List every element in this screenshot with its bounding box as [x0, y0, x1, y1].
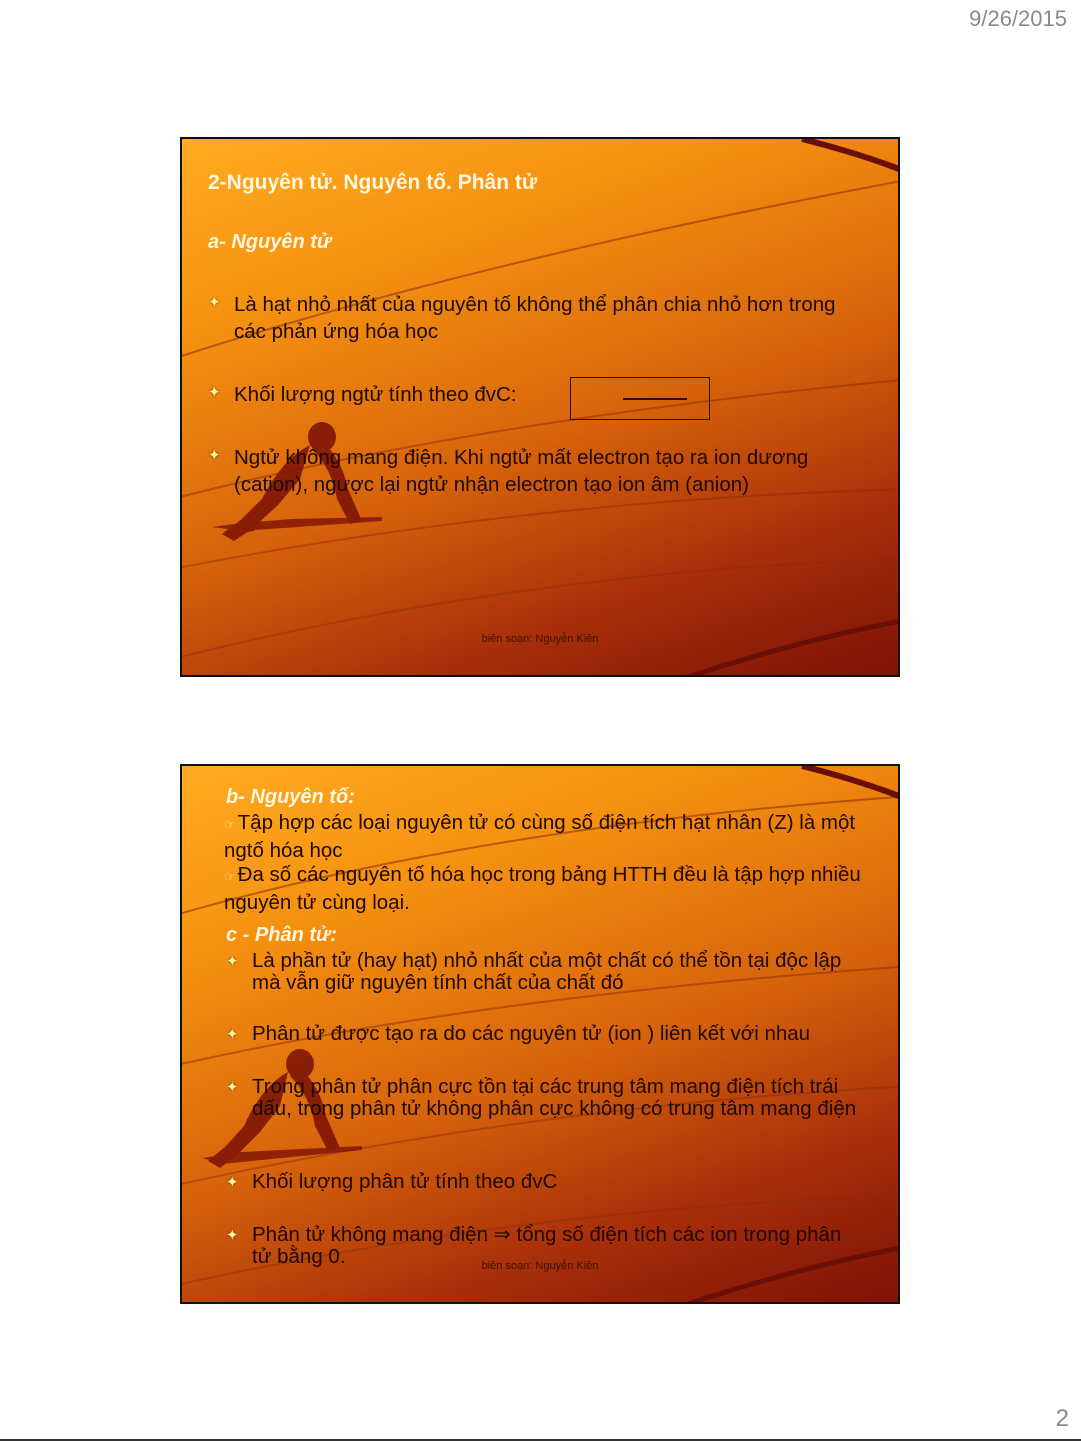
star-bullet-icon: ✦: [226, 1174, 239, 1191]
bullet-item: [226, 950, 866, 994]
section-heading-element: b- Nguyên tố:: [226, 786, 355, 808]
page-date: 9/26/2015: [969, 6, 1067, 31]
formula-box: [570, 377, 710, 420]
pointing-hand-icon: ☞: [224, 817, 236, 832]
section-heading-atom: a- Nguyên tử: [208, 231, 332, 253]
star-bullet-icon: ✦: [226, 1026, 239, 1043]
bullet-text: Là phần tử (hay hạt) nhỏ nhất của một chất có thể tồn tại độc lập mà vẫn giữ nguyên tính chất của chất đó: [252, 949, 842, 994]
paragraph-text: Đa số các nguyên tố hóa học trong bảng HTTH đều là tập hợp nhiều nguyên tử cùng loại.: [224, 863, 861, 914]
section-heading-molecule: c - Phân tử:: [226, 924, 337, 946]
bullet-item: [208, 444, 868, 498]
slide-footer-credit: biên soạn: Nguyễn Kiên: [481, 1260, 599, 1272]
bullet-text: Ngtử không mang điện. Khi ngtử mất electron tạo ra ion dương (cation), ngược lại ngtử nhận electron tạo ion âm (anion): [234, 446, 809, 496]
paragraph-item: [224, 862, 864, 916]
bullet-item: [226, 1023, 866, 1045]
bullet-item: [208, 381, 548, 408]
bullet-text: Phân tử được tạo ra do các nguyên tử (ion ) liên kết với nhau: [252, 1022, 811, 1045]
bullet-text: Phân tử không mang điện ⇒ tổng số điện tích các ion trong phân tử bằng 0.: [252, 1223, 842, 1268]
bullet-text: Trong phân tử phân cực tồn tại các trung tâm mang điện tích trái dấu, trong phân tử không phân cực không có trung tâm mang điện: [252, 1075, 857, 1120]
bullet-item: [208, 291, 868, 345]
page-number: 2: [1055, 1405, 1069, 1432]
slide-footer-credit: biên soạn: Nguyễn Kiên: [481, 633, 599, 645]
star-bullet-icon: ✦: [226, 1079, 239, 1096]
slide-1: [180, 137, 900, 677]
star-bullet-icon: ✦: [208, 294, 221, 311]
slide-2: [180, 764, 900, 1304]
paragraph-text: Tập hợp các loại nguyên tử có cùng số điện tích hạt nhân (Z) là một ngtố hóa học: [224, 811, 856, 862]
pointing-hand-icon: ☞: [224, 869, 236, 884]
fraction-line: [623, 398, 687, 400]
star-bullet-icon: ✦: [208, 447, 221, 464]
bullet-text: Là hạt nhỏ nhất của nguyên tố không thể phân chia nhỏ hơn trong các phản ứng hóa học: [234, 293, 836, 343]
star-bullet-icon: ✦: [226, 1227, 239, 1244]
slide-title: 2-Nguyên tử. Nguyên tố. Phân tử: [208, 171, 538, 194]
bullet-item: [226, 1076, 866, 1120]
star-bullet-icon: ✦: [226, 953, 239, 970]
bullet-text: Khối lượng ngtử tính theo đvC:: [234, 383, 517, 406]
star-bullet-icon: ✦: [208, 384, 221, 401]
bullet-item: [226, 1171, 866, 1193]
paragraph-item: [224, 810, 864, 864]
bullet-text: Khối lượng phân tử tính theo đvC: [252, 1170, 558, 1193]
